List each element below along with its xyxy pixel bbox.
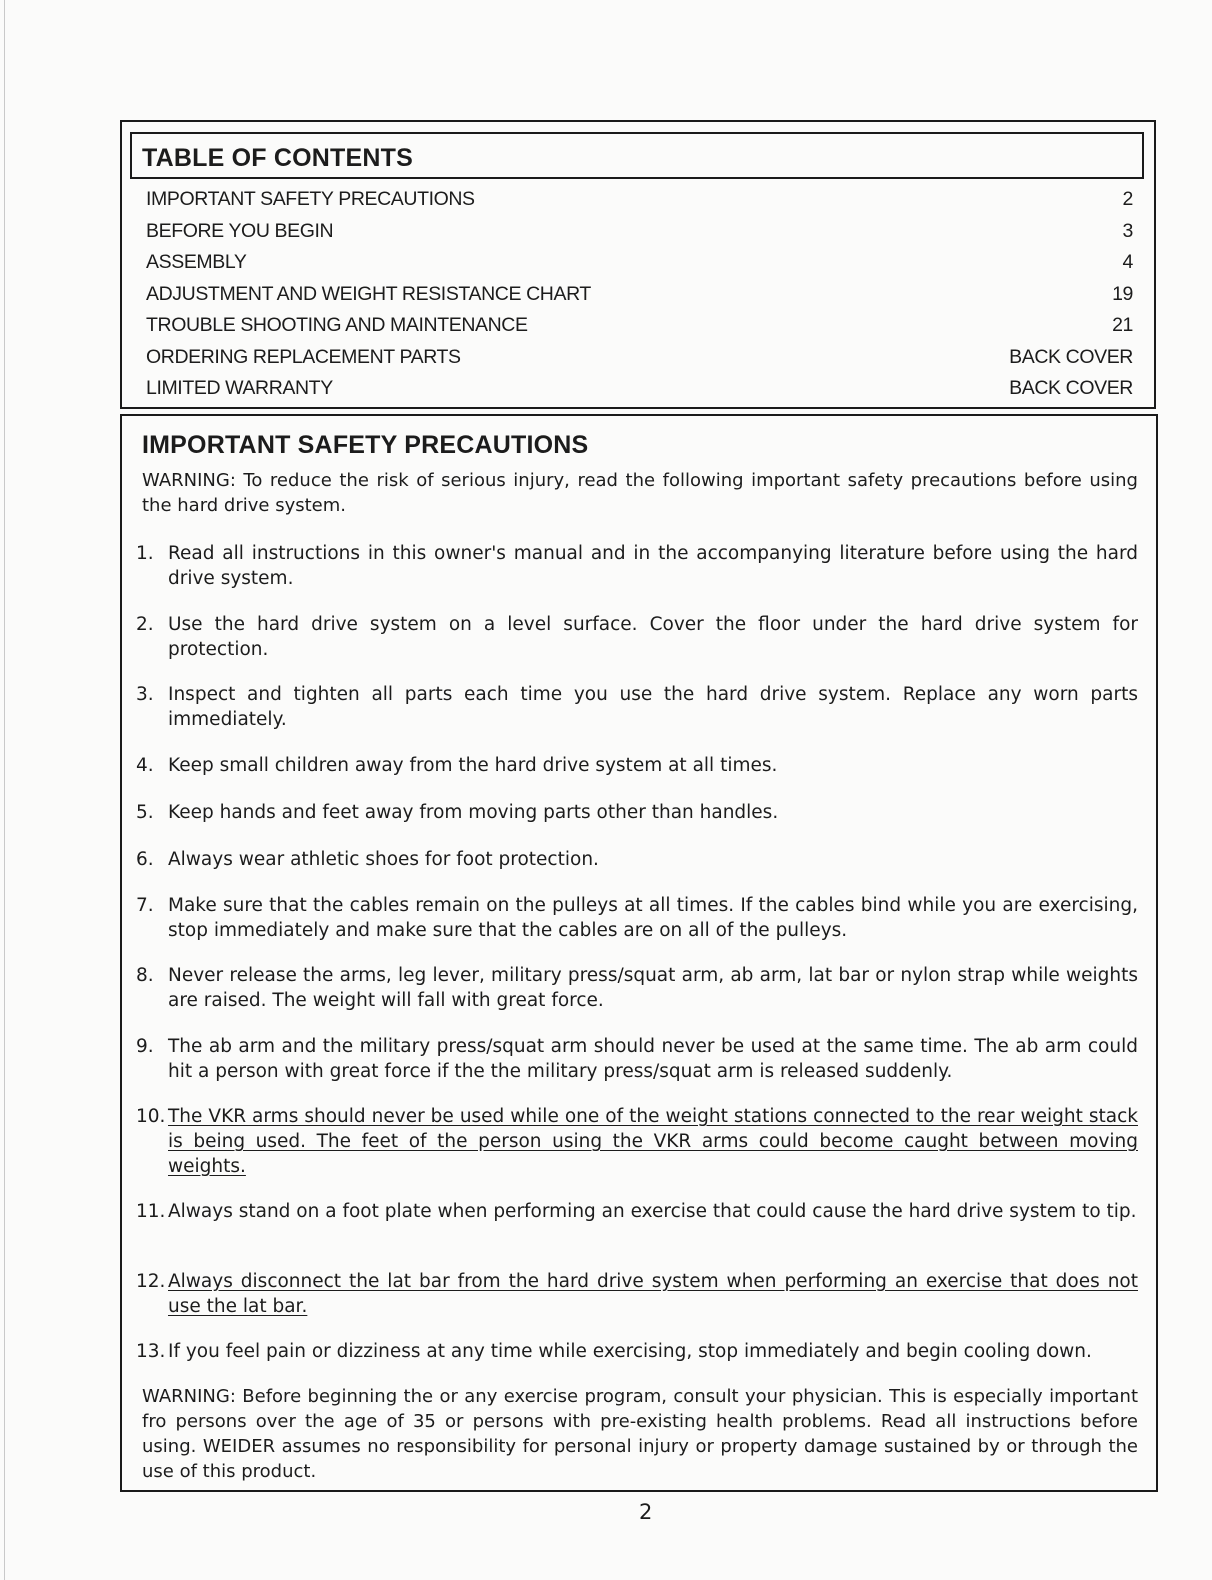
toc-title: TABLE OF CONTENTS <box>142 144 413 172</box>
precaution-text: The ab arm and the military press/squat arm should never be used at the same time. The ab arm could hit a person with great force if the the military press/squat arm is released suddenly. <box>168 1036 1138 1082</box>
precaution-item <box>136 1104 1138 1179</box>
precaution-item <box>136 1269 1138 1319</box>
precaution-text: The VKR arms should never be used while one of the weight stations connected to the rear weight stack is being used. The feet of the person using the VKR arms could become caught between moving weights. <box>168 1106 1138 1177</box>
precaution-number: 12. <box>136 1271 166 1292</box>
precaution-number: 7. <box>136 895 154 916</box>
toc-entry <box>146 310 1133 342</box>
toc-entry-page: BACK COVER <box>1009 377 1133 400</box>
toc-entry-page: 4 <box>1122 251 1133 274</box>
toc-entry-page: 19 <box>1112 282 1133 305</box>
precaution-text: Read all instructions in this owner's manual and in the accompanying literature before using the hard drive system. <box>168 543 1138 589</box>
toc-entry-label: ORDERING REPLACEMENT PARTS <box>146 345 461 368</box>
precaution-text: Keep hands and feet away from moving parts other than handles. <box>168 802 779 823</box>
precaution-text: Always stand on a foot plate when performing an exercise that could cause the hard drive system to tip. <box>168 1201 1137 1222</box>
toc-entry-page: 21 <box>1112 314 1133 337</box>
toc-entry-label: LIMITED WARRANTY <box>146 377 333 400</box>
toc-entry-page: BACK COVER <box>1009 345 1133 368</box>
precaution-item <box>136 893 1138 943</box>
precaution-number: 8. <box>136 965 154 986</box>
precaution-item <box>136 753 1138 778</box>
precaution-number: 1. <box>136 543 154 564</box>
precaution-text: Never release the arms, leg lever, military press/squat arm, ab arm, lat bar or nylon strap while weights are raised. The weight will fall with great force. <box>168 965 1138 1011</box>
precaution-item <box>136 541 1138 591</box>
toc-entry <box>146 342 1133 374</box>
precaution-item <box>136 1339 1138 1364</box>
toc-entry <box>146 216 1133 248</box>
toc-entry <box>146 184 1133 216</box>
closing-warning: WARNING: Before beginning the or any exercise program, consult your physician. This is especially important fro persons over the age of 35 or persons with pre-existing health problems. Read all instructions before using. WEIDER assumes no responsibility for personal injury or property damage sustained by or through the use of this product. <box>142 1386 1138 1482</box>
precaution-item <box>136 682 1138 732</box>
toc-entry <box>146 247 1133 279</box>
precaution-text: Keep small children away from the hard drive system at all times. <box>168 755 778 776</box>
precaution-number: 6. <box>136 849 154 870</box>
precaution-number: 3. <box>136 684 154 705</box>
precaution-text: If you feel pain or dizziness at any time while exercising, stop immediately and begin cooling down. <box>168 1341 1092 1362</box>
precaution-item <box>136 612 1138 662</box>
precaution-text: Make sure that the cables remain on the pulleys at all times. If the cables bind while you are exercising, stop immediately and make sure that the cables are on all of the pulleys. <box>168 895 1138 941</box>
precaution-item <box>136 1199 1138 1224</box>
toc-entry-label: ADJUSTMENT AND WEIGHT RESISTANCE CHART <box>146 282 591 305</box>
safety-precautions-section <box>120 414 1158 1492</box>
toc-entry-page: 2 <box>1122 188 1133 211</box>
intro-warning: WARNING: To reduce the risk of serious injury, read the following important safety precautions before using the hard drive system. <box>142 470 1138 516</box>
page-number: 2 <box>639 1500 653 1524</box>
precaution-item <box>136 963 1138 1013</box>
toc-entry-page: 3 <box>1122 219 1133 242</box>
toc-list <box>146 184 1133 405</box>
toc-entry <box>146 279 1133 311</box>
precaution-text: Use the hard drive system on a level surface. Cover the floor under the hard drive system for protection. <box>168 614 1138 660</box>
safety-section-title: IMPORTANT SAFETY PRECAUTIONS <box>142 431 589 459</box>
precaution-number: 13. <box>136 1341 166 1362</box>
toc-entry <box>146 373 1133 405</box>
toc-entry-label: ASSEMBLY <box>146 251 247 274</box>
precaution-item <box>136 1034 1138 1084</box>
precaution-number: 11. <box>136 1201 166 1222</box>
precaution-item <box>136 847 1138 872</box>
toc-entry-label: IMPORTANT SAFETY PRECAUTIONS <box>146 188 475 211</box>
precaution-number: 4. <box>136 755 154 776</box>
precaution-text: Always disconnect the lat bar from the hard drive system when performing an exercise that does not use the lat bar. <box>168 1271 1138 1317</box>
toc-header <box>130 132 1144 179</box>
precaution-text: Inspect and tighten all parts each time you use the hard drive system. Replace any worn parts immediately. <box>168 684 1138 730</box>
scan-edge-line <box>4 0 5 1580</box>
precaution-number: 10. <box>136 1106 166 1127</box>
precaution-number: 2. <box>136 614 154 635</box>
toc-entry-label: TROUBLE SHOOTING AND MAINTENANCE <box>146 314 528 337</box>
toc-entry-label: BEFORE YOU BEGIN <box>146 219 334 242</box>
precaution-number: 9. <box>136 1036 154 1057</box>
table-of-contents <box>120 120 1156 409</box>
precaution-number: 5. <box>136 802 154 823</box>
precaution-text: Always wear athletic shoes for foot protection. <box>168 849 599 870</box>
precaution-item <box>136 800 1138 825</box>
